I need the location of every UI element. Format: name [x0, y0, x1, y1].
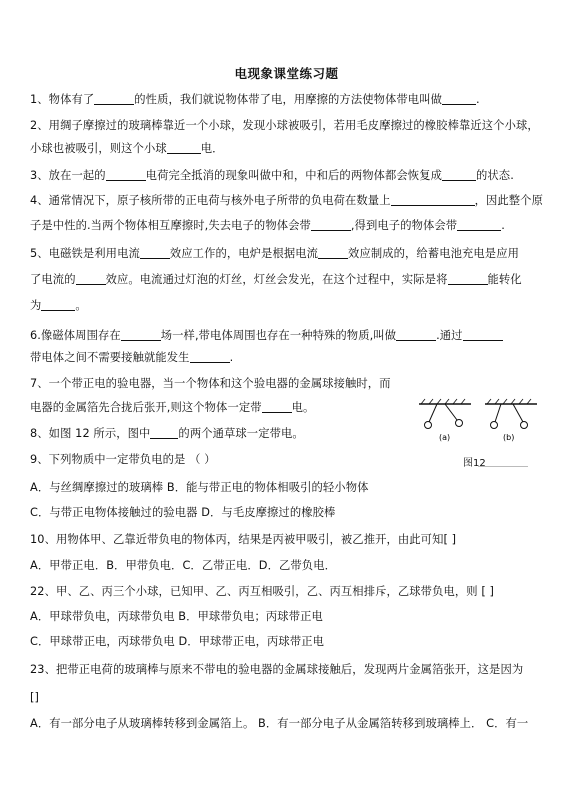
question-line — [30, 558, 336, 574]
question-text: 的两个通草球一定带电。 — [178, 427, 304, 440]
question-text: ,得到电子的物体会带 — [350, 219, 458, 232]
question-text: A．有一部分电子从玻璃棒转移到金属箔上。 B．有一部分电子从金属箔转移到玻璃棒上． C．有一 — [30, 717, 529, 730]
question-text: 的状态. — [476, 169, 514, 182]
answer-blank[interactable] — [442, 168, 476, 181]
question-text: C．甲球带正电，丙球带负电 D．甲球带正电，丙球带正电 — [30, 635, 325, 648]
figure-caption: 图12 — [463, 458, 486, 469]
label-a: (a) — [439, 433, 451, 442]
question-line — [30, 218, 505, 234]
question-line — [30, 246, 519, 262]
question-text: 2、用绸子摩擦过的玻璃棒靠近一个小球，发现小球被吸引，若用毛皮摩擦过的橡胶棒靠近这个小球， — [30, 119, 539, 132]
question-text: . — [476, 93, 480, 106]
answer-blank[interactable] — [311, 218, 351, 231]
question-text: 效应。电流通过灯泡的灯丝，灯丝会发光，在这个过程中，实际是将 — [105, 273, 448, 286]
question-text: C．与带正电物体接触过的验电器 D．与毛皮摩擦过的橡胶棒 — [30, 506, 336, 519]
answer-blank[interactable] — [140, 246, 170, 259]
answer-blank[interactable] — [150, 426, 178, 439]
question-text: 带电体之间不需要接触就能发生 — [30, 351, 190, 364]
question-text: 8、如图 12 所示，图中 — [30, 427, 151, 440]
answer-blank[interactable] — [457, 218, 501, 231]
question-text: 的性质，我们就说物体带了电，用摩擦的方法使物体带电叫做 — [134, 93, 442, 106]
question-line — [30, 376, 391, 392]
answer-blank[interactable] — [121, 328, 161, 341]
question-line — [30, 118, 539, 134]
question-text: 电器的金属箔先合拢后张开,则这个物体一定带 — [30, 401, 262, 414]
answer-blank[interactable] — [318, 246, 348, 259]
question-text: 6.像磁体周围存在 — [30, 329, 121, 342]
question-line — [30, 426, 304, 442]
question-text: . — [501, 219, 505, 232]
question-text: 7、一个带正电的验电器，当一个物体和这个验电器的金属球接触时，而 — [30, 377, 391, 390]
question-line — [30, 400, 314, 416]
question-line — [30, 92, 480, 108]
question-text: 子是中性的.当两个物体相互摩擦时,失去电子的物体会带 — [30, 219, 311, 232]
question-text: 5、电磁铁是利用电流 — [30, 247, 140, 260]
question-line — [30, 328, 503, 344]
question-text: 4、通常情况下，原子核所带的正电荷与核外电子所带的负电荷在数量上 — [30, 194, 391, 207]
answer-blank[interactable] — [442, 92, 476, 105]
label-b: (b) — [503, 433, 515, 442]
question-line — [30, 690, 39, 706]
question-text: 电． — [200, 142, 224, 155]
question-line — [30, 168, 514, 184]
question-text: 1、物体有了 — [30, 93, 95, 106]
question-line — [30, 532, 456, 548]
question-text: 电荷完全抵消的现象叫做中和，中和后的两物体都会恢复成 — [145, 169, 442, 182]
question-line — [30, 193, 543, 209]
question-text: 9、下列物质中一定带负电的是 （ ） — [30, 453, 216, 466]
answer-blank[interactable] — [106, 168, 146, 181]
question-text: 能转化 — [487, 273, 522, 286]
question-text: A．与丝绸摩擦过的玻璃棒 B．能与带正电的物体相吸引的轻小物体 — [30, 481, 369, 494]
question-text: 。 — [75, 299, 87, 312]
question-text: 22、甲、乙、丙三个小球，已知甲、乙、丙互相吸引，乙、丙互相排斥，乙球带负电，则 [ ] — [30, 585, 495, 598]
answer-blank[interactable] — [94, 92, 134, 105]
question-text: 10、用物体甲、乙靠近带负电的物体丙，结果是丙被甲吸引，被乙推开，由此可知[ ] — [30, 533, 457, 546]
question-line — [30, 298, 87, 314]
question-text: 电。 — [291, 401, 315, 414]
answer-blank[interactable] — [41, 298, 75, 311]
answer-blank[interactable] — [463, 328, 503, 341]
question-text: 23、把带正电荷的玻璃棒与原来不带电的验电器的金属球接触后，发现两片金属箔张开，这是因为 — [30, 663, 524, 676]
question-line — [30, 480, 368, 496]
question-line — [30, 609, 323, 625]
question-text: 了电流的 — [30, 273, 76, 286]
question-line — [30, 272, 522, 288]
answer-blank[interactable] — [396, 328, 436, 341]
question-line — [30, 716, 528, 732]
question-text: [] — [30, 691, 40, 704]
pith-ball-diagram — [415, 398, 545, 458]
question-text: .通过 — [436, 329, 463, 342]
answer-blank[interactable] — [76, 272, 106, 285]
question-text: 为 — [30, 299, 42, 312]
question-text: 小球也被吸引，则这个小球 — [30, 142, 167, 155]
page-title: 电现象课堂练习题 — [234, 66, 339, 81]
question-text: 3、放在一起的 — [30, 169, 106, 182]
question-text: A．甲球带负电，丙球带负电 B．甲球带负电；丙球带正电 — [30, 610, 323, 623]
question-text: 效应制成的，给蓄电池充电是应用 — [348, 247, 520, 260]
question-text: 效应工作的，电炉是根据电流 — [169, 247, 319, 260]
answer-blank[interactable] — [448, 272, 488, 285]
question-text: ，因此整个原 — [474, 194, 543, 207]
question-line — [30, 584, 494, 600]
question-line — [30, 505, 335, 521]
question-text: 场一样,带电体周围也存在一种特殊的物质,叫做 — [160, 329, 397, 342]
question-line — [30, 141, 224, 157]
answer-blank[interactable] — [262, 400, 292, 413]
question-text: A．甲带正电．B．甲带负电．C．乙带正电．D．乙带负电． — [30, 559, 336, 572]
question-line — [30, 634, 324, 650]
question-text: . — [229, 351, 234, 364]
answer-blank[interactable] — [190, 350, 230, 363]
question-line — [30, 350, 233, 366]
answer-blank[interactable] — [167, 141, 201, 154]
question-line — [30, 662, 523, 678]
question-line — [30, 452, 216, 468]
answer-blank[interactable] — [391, 193, 475, 206]
caption-rule — [478, 466, 528, 467]
